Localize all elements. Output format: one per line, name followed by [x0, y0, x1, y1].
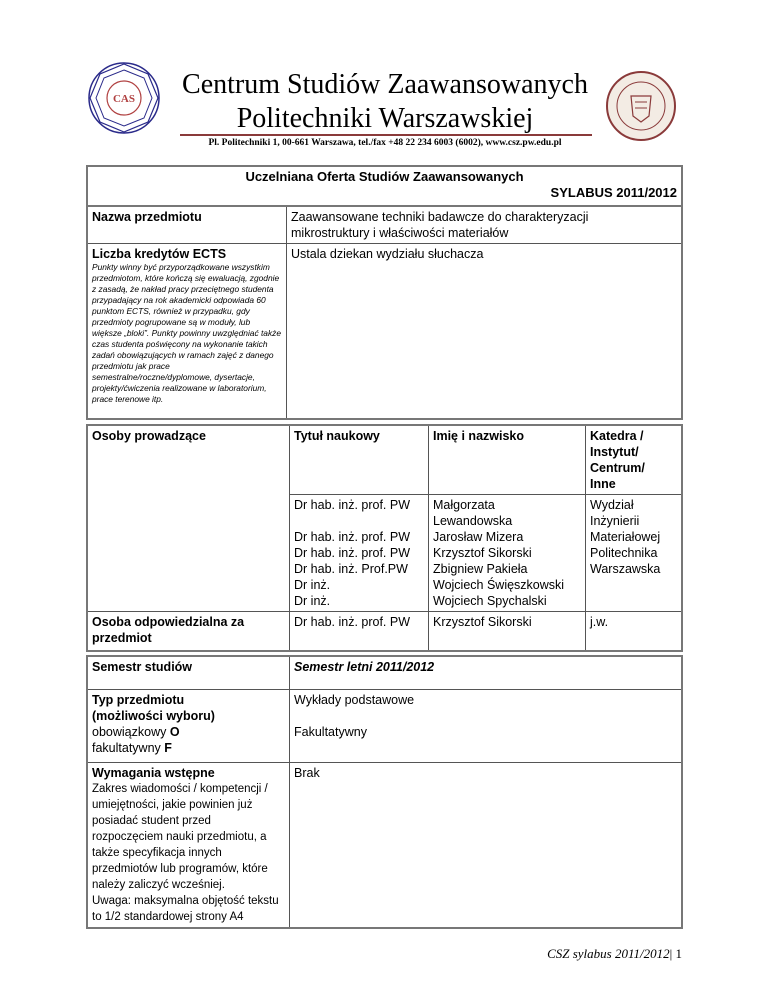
note-line: to 1/2 standardowej strony A4 [92, 911, 244, 923]
ects-note: Punkty winny być przyporządkowane wszystkim przedmiotom, które kończą się ewaluacją, zgodnie z zasadą, że nakład pracy przeciętnego studenta przypadający na rok akademicki odpowiada 60 punktom ECTS, również w przypadku, gdy przedmioty pogrupowane są w moduły, lub większe „bloki”. Punkty powinny uwzględniać także czas studenta poświęcony na wykonanie takich zadań obowiązujących w ramach zajęć z danego przedmiotu jak prace semestralne/roczne/dyplomowe, dysertacje, projekty/ćwiczenia realizowane w laboratorium, prace terenowe itp. [92, 262, 281, 404]
type-option-code: F [164, 741, 172, 755]
type-option-text: fakultatywny [92, 741, 165, 755]
footer [547, 946, 682, 962]
titles-cell [290, 495, 429, 612]
unit-entry: Warszawska [590, 562, 661, 576]
unit-entry: Materiałowej [590, 530, 661, 544]
note-line: Zakres wiadomości / kompetencji / [92, 783, 268, 795]
politechnika-seal [605, 70, 677, 142]
requirements-value: Brak [290, 763, 683, 929]
type-option-elective [92, 740, 285, 756]
ects-value: Ustala dziekan wydziału słuchacza [287, 244, 683, 420]
name-entry: Jarosław Mizera [433, 530, 524, 544]
syllabus-year: SYLABUS 2011/2012 [550, 185, 677, 200]
note-line: Uwaga: maksymalna objętość tekstu [92, 895, 279, 907]
note-line: przedmiotów lub programów, które [92, 863, 268, 875]
course-name-line-1: Zaawansowane techniki badawcze do charakteryzacji [291, 210, 589, 224]
offer-heading: Uczelniana Oferta Studiów Zaawansowanych [245, 169, 524, 184]
units-cell [586, 495, 683, 612]
course-name-line-2: mikrostruktury i właściwości materiałów [291, 226, 509, 240]
title-entry: Dr hab. inż. prof. PW [294, 498, 411, 512]
type-value-cell [290, 690, 683, 763]
responsible-name: Krzysztof Sikorski [429, 612, 586, 652]
semester-value: Semestr letni 2011/2012 [290, 656, 683, 690]
requirements-label-cell [87, 763, 290, 929]
type-option-code: O [169, 725, 180, 739]
type-label-cell [87, 690, 290, 763]
course-name-value [287, 206, 683, 244]
footer-text: CSZ sylabus 2011/2012 [547, 946, 670, 961]
responsible-unit: j.w. [586, 612, 683, 652]
cas-logo [86, 60, 162, 136]
note-line: umiejętności, jakie powinien już [92, 799, 253, 811]
title-entry [294, 513, 424, 529]
unit-header-line: Katedra / [590, 429, 644, 443]
unit-header-line: Centrum/ [590, 461, 645, 475]
title-entry: Dr hab. inż. prof. PW [294, 546, 411, 560]
type-option-mandatory [92, 724, 285, 740]
name-entry: Wojciech Święszkowski [433, 578, 565, 592]
title-entry: Dr hab. inż. prof. PW [294, 530, 411, 544]
note-line: rozpoczęciem nauki przedmiotu, a [92, 831, 267, 843]
responsible-label-line: przedmiot [92, 631, 152, 645]
title-header: Tytuł naukowy [290, 425, 429, 495]
unit-header-line: Instytut/ [590, 445, 639, 459]
unit-entry: Politechnika [590, 546, 658, 560]
header-address: Pl. Politechniki 1, 00-661 Warszawa, tel./fax +48 22 234 6003 (6002), www.csz.pw.edu.pl [208, 138, 562, 148]
name-entry: Lewandowska [433, 514, 513, 528]
type-label-line: (możliwości wyboru) [92, 709, 215, 723]
instructors-label-cell [87, 425, 290, 612]
requirements-note [92, 781, 285, 925]
header-title-2: Politechniki Warszawskiej [236, 103, 534, 134]
responsible-label [87, 612, 290, 652]
unit-entry: Wydział [590, 498, 634, 512]
title-entry: Dr hab. inż. Prof.PW [294, 562, 408, 576]
instructors-label: Osoby prowadzące [92, 429, 206, 443]
responsible-title: Dr hab. inż. prof. PW [290, 612, 429, 652]
title-entry: Dr inż. [294, 578, 331, 592]
type-value-1: Wykłady podstawowe [294, 693, 415, 707]
name-entry: Krzysztof Sikorski [433, 546, 532, 560]
requirements-label: Wymagania wstępne [92, 766, 215, 780]
unit-header-line: Inne [590, 477, 616, 491]
name-entry: Małgorzata [433, 498, 495, 512]
name-header: Imię i nazwisko [429, 425, 586, 495]
type-option-text: obowiązkowy [92, 725, 170, 739]
header-title-1: Centrum Studiów Zaawansowanych [182, 69, 588, 100]
note-line: należy zaliczyć wcześniej. [92, 879, 225, 891]
names-cell [429, 495, 586, 612]
svg-text:CAS: CAS [112, 93, 136, 105]
ects-label: Liczba kredytów ECTS [92, 247, 227, 261]
note-line: także specyfikacja innych [92, 847, 222, 859]
course-details-table [86, 655, 683, 929]
title-entry: Dr inż. [294, 594, 331, 608]
page-number: | 1 [669, 946, 682, 961]
type-label-line: Typ przedmiotu [92, 693, 185, 707]
syllabus-header-table [86, 165, 683, 420]
header-rule [180, 134, 592, 136]
offer-heading-cell [87, 166, 682, 206]
course-name-label: Nazwa przedmiotu [87, 206, 287, 244]
type-value-2: Fakultatywny [294, 725, 367, 739]
note-line: posiadać student przed [92, 815, 211, 827]
unit-entry: Inżynierii [590, 514, 640, 528]
semester-label: Semestr studiów [87, 656, 290, 690]
unit-header [586, 425, 683, 495]
responsible-label-line: Osoba odpowiedzialna za [92, 615, 245, 629]
name-entry: Zbigniew Pakieła [433, 562, 528, 576]
ects-label-cell [87, 244, 287, 420]
name-entry: Wojciech Spychalski [433, 594, 547, 608]
instructors-table [86, 424, 683, 652]
